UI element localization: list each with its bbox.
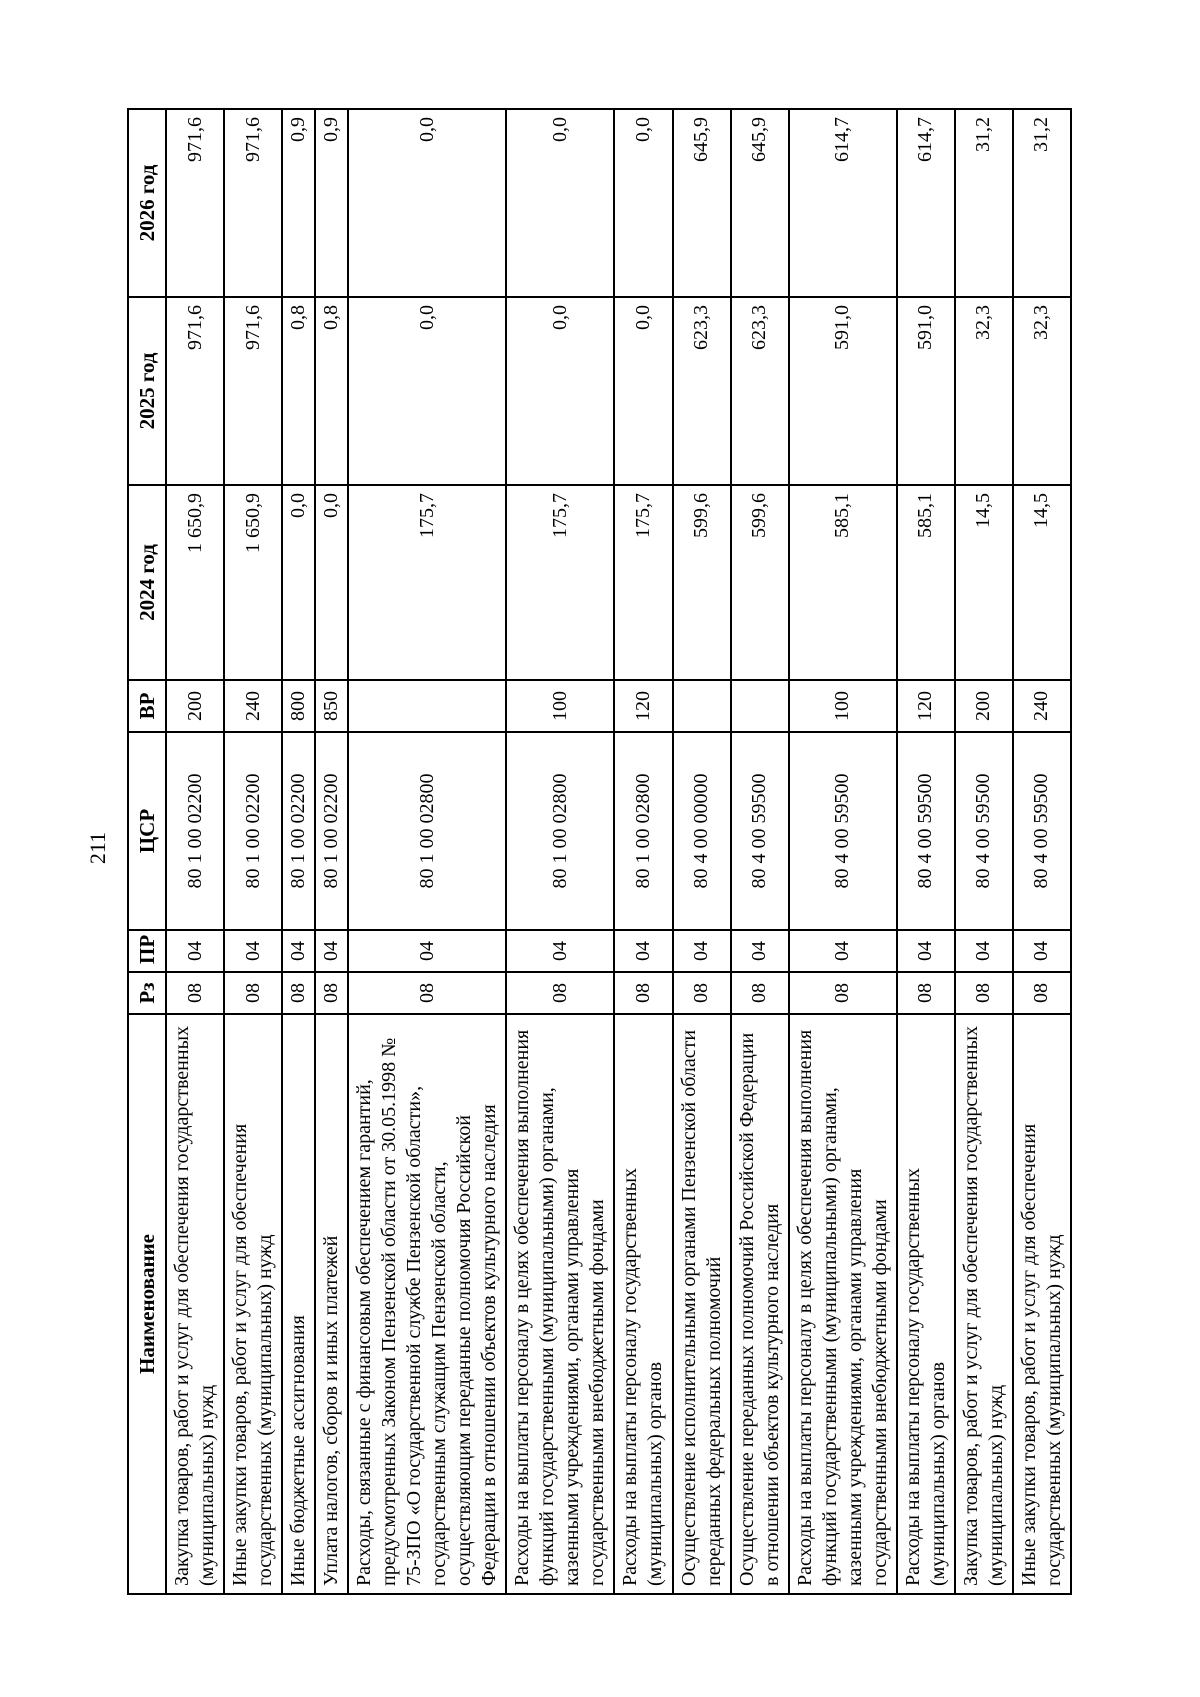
cell-csr: 80 4 00 59500 [955, 732, 1013, 930]
table-row [348, 109, 506, 1594]
cell-rz: 08 [166, 972, 224, 1014]
cell-csr: 80 1 00 02200 [166, 732, 224, 930]
cell-csr: 80 4 00 59500 [897, 732, 955, 930]
cell-name: Расходы, связанные с финансовым обеспечением гарантий, предусмотренных Законом Пензенской области от 30.05.1998 № 75-ЗПО «О государственной службе Пензенской области», государственным служащим Пензенской области, осуществляющим переданные полномочия Российской Федерации в отношении объектов культурного наследия [348, 1014, 506, 1594]
cell-2024: 175,7 [506, 485, 614, 680]
cell-name: Осуществление исполнительными органами Пензенской области переданных федеральных полномочий [673, 1014, 731, 1594]
cell-name: Иные бюджетные ассигнования [282, 1014, 315, 1594]
cell-2026: 971,6 [166, 109, 224, 297]
cell-2025: 0,0 [506, 297, 614, 485]
cell-rz: 08 [673, 972, 731, 1014]
cell-2024: 599,6 [731, 485, 789, 680]
cell-2026: 0,0 [506, 109, 614, 297]
budget-table [127, 108, 1072, 1595]
table-row [506, 109, 614, 1594]
header-csr: ЦСР [128, 732, 166, 930]
cell-csr: 80 4 00 00000 [673, 732, 731, 930]
cell-vr: 200 [166, 680, 224, 732]
cell-2025: 32,3 [955, 297, 1013, 485]
cell-vr: 120 [897, 680, 955, 732]
cell-pr: 04 [315, 930, 348, 972]
cell-pr: 04 [614, 930, 672, 972]
cell-2025: 971,6 [166, 297, 224, 485]
cell-pr: 04 [166, 930, 224, 972]
cell-2026: 0,0 [614, 109, 672, 297]
header-name: Наименование [128, 1014, 166, 1594]
cell-name: Закупка товаров, работ и услуг для обеспечения государственных (муниципальных) нужд [955, 1014, 1013, 1594]
cell-2025: 591,0 [789, 297, 897, 485]
cell-vr: 200 [955, 680, 1013, 732]
table-row [673, 109, 731, 1594]
cell-rz: 08 [506, 972, 614, 1014]
cell-rz: 08 [955, 972, 1013, 1014]
header-row [128, 109, 166, 1594]
table-row [1013, 109, 1071, 1594]
table-row [282, 109, 315, 1594]
cell-2024: 599,6 [673, 485, 731, 680]
cell-2026: 0,9 [282, 109, 315, 297]
cell-2025: 0,0 [348, 297, 506, 485]
table-row [955, 109, 1013, 1594]
cell-pr: 04 [897, 930, 955, 972]
cell-2025: 32,3 [1013, 297, 1071, 485]
cell-pr: 04 [955, 930, 1013, 972]
cell-csr: 80 4 00 59500 [1013, 732, 1071, 930]
cell-2026: 645,9 [731, 109, 789, 297]
cell-2025: 0,8 [315, 297, 348, 485]
table-row [315, 109, 348, 1594]
cell-csr: 80 1 00 02800 [348, 732, 506, 930]
cell-rz: 08 [897, 972, 955, 1014]
cell-2024: 585,1 [789, 485, 897, 680]
cell-name: Закупка товаров, работ и услуг для обеспечения государственных (муниципальных) нужд [166, 1014, 224, 1594]
cell-name: Осуществление переданных полномочий Российской Федерации в отношении объектов культурного наследия [731, 1014, 789, 1594]
table-body [166, 109, 1071, 1594]
cell-rz: 08 [1013, 972, 1071, 1014]
cell-pr: 04 [282, 930, 315, 972]
cell-csr: 80 4 00 59500 [789, 732, 897, 930]
cell-2024: 14,5 [955, 485, 1013, 680]
cell-2024: 175,7 [348, 485, 506, 680]
cell-pr: 04 [224, 930, 282, 972]
cell-vr: 100 [506, 680, 614, 732]
cell-2026: 31,2 [1013, 109, 1071, 297]
cell-2024: 0,0 [282, 485, 315, 680]
cell-2025: 0,0 [614, 297, 672, 485]
table-row [224, 109, 282, 1594]
cell-vr [348, 680, 506, 732]
cell-rz: 08 [614, 972, 672, 1014]
cell-vr: 800 [282, 680, 315, 732]
cell-pr: 04 [506, 930, 614, 972]
cell-2026: 614,7 [789, 109, 897, 297]
cell-2024: 0,0 [315, 485, 348, 680]
cell-vr: 240 [1013, 680, 1071, 732]
cell-2026: 971,6 [224, 109, 282, 297]
cell-2024: 585,1 [897, 485, 955, 680]
cell-name: Расходы на выплаты персоналу государственных (муниципальных) органов [897, 1014, 955, 1594]
cell-rz: 08 [224, 972, 282, 1014]
cell-csr: 80 1 00 02200 [315, 732, 348, 930]
table-row [897, 109, 955, 1594]
cell-rz: 08 [348, 972, 506, 1014]
cell-2024: 14,5 [1013, 485, 1071, 680]
cell-name: Расходы на выплаты персоналу государственных (муниципальных) органов [614, 1014, 672, 1594]
table-row [614, 109, 672, 1594]
header-2025: 2025 год [128, 297, 166, 485]
cell-2025: 623,3 [673, 297, 731, 485]
cell-rz: 08 [789, 972, 897, 1014]
cell-2026: 645,9 [673, 109, 731, 297]
budget-table-container [127, 110, 1072, 1595]
cell-pr: 04 [673, 930, 731, 972]
cell-csr: 80 1 00 02200 [282, 732, 315, 930]
header-vr: ВР [128, 680, 166, 732]
cell-2026: 31,2 [955, 109, 1013, 297]
table-row [731, 109, 789, 1594]
cell-2026: 614,7 [897, 109, 955, 297]
cell-name: Уплата налогов, сборов и иных платежей [315, 1014, 348, 1594]
cell-pr: 04 [348, 930, 506, 972]
cell-pr: 04 [789, 930, 897, 972]
cell-name: Иные закупки товаров, работ и услуг для обеспечения государственных (муниципальных) нужд [1013, 1014, 1071, 1594]
cell-csr: 80 1 00 02800 [506, 732, 614, 930]
cell-vr [731, 680, 789, 732]
cell-name: Расходы на выплаты персоналу в целях обеспечения выполнения функций государственными (муниципальными) органами, казенными учреждениями, органами управления государственными внебюджетными фондами [506, 1014, 614, 1594]
table-row [789, 109, 897, 1594]
cell-vr: 850 [315, 680, 348, 732]
header-rz: Рз [128, 972, 166, 1014]
cell-rz: 08 [282, 972, 315, 1014]
cell-2025: 0,8 [282, 297, 315, 485]
cell-vr [673, 680, 731, 732]
table-row [166, 109, 224, 1594]
cell-pr: 04 [731, 930, 789, 972]
header-pr: ПР [128, 930, 166, 972]
header-2024: 2024 год [128, 485, 166, 680]
cell-vr: 120 [614, 680, 672, 732]
cell-pr: 04 [1013, 930, 1071, 972]
cell-name: Расходы на выплаты персоналу в целях обеспечения выполнения функций государственными (муниципальными) органами, казенными учреждениями, органами управления государственными внебюджетными фондами [789, 1014, 897, 1594]
cell-csr: 80 1 00 02200 [224, 732, 282, 930]
cell-2024: 1 650,9 [224, 485, 282, 680]
cell-csr: 80 1 00 02800 [614, 732, 672, 930]
cell-2026: 0,9 [315, 109, 348, 297]
cell-vr: 240 [224, 680, 282, 732]
cell-csr: 80 4 00 59500 [731, 732, 789, 930]
cell-name: Иные закупки товаров, работ и услуг для обеспечения государственных (муниципальных) нужд [224, 1014, 282, 1594]
cell-vr: 100 [789, 680, 897, 732]
cell-2024: 1 650,9 [166, 485, 224, 680]
page-number: 211 [85, 831, 110, 865]
header-2026: 2026 год [128, 109, 166, 297]
cell-2024: 175,7 [614, 485, 672, 680]
cell-2026: 0,0 [348, 109, 506, 297]
cell-2025: 591,0 [897, 297, 955, 485]
cell-rz: 08 [315, 972, 348, 1014]
cell-rz: 08 [731, 972, 789, 1014]
cell-2025: 971,6 [224, 297, 282, 485]
cell-2025: 623,3 [731, 297, 789, 485]
